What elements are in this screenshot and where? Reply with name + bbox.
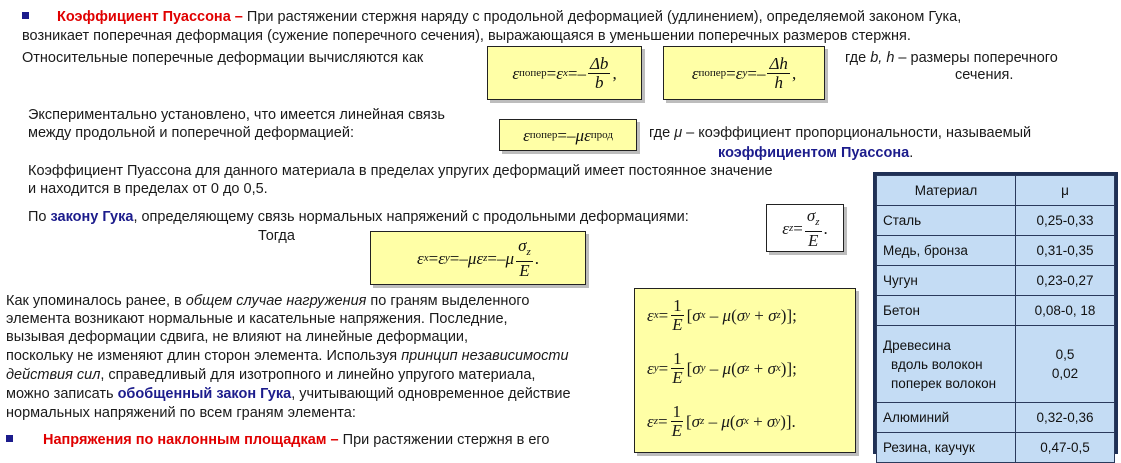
range-line-1: Коэффициент Пуассона для данного материала в пределах упругих деформаций имеет постоянное значение: [28, 163, 773, 179]
table-cell-material: Алюминий: [877, 403, 1016, 433]
table-cell-value: 0,08-0, 18: [1016, 296, 1115, 326]
formula-transverse-strain-x: ε попер = ε x = – $\frac{\Delta b}{b}$ ,: [487, 46, 642, 100]
formula-transverse-strain-y: ε попер = ε y = – $\frac{\Delta h}{h}$ ,: [663, 46, 825, 100]
bullet-square-icon: [22, 12, 29, 19]
table-cell-value: 0,32-0,36: [1016, 403, 1115, 433]
linear-line-2: между продольной и поперечной деформацией:: [28, 125, 354, 141]
poisson-note-line-1: где μ – коэффициент пропорциональности, называемый: [649, 125, 1032, 141]
formula-transverse-from-sigma: ε x = ε y = – μ ε z = – μ $\frac{\sigma_z}{E}$ .: [370, 231, 586, 285]
table-header-mu: μ: [1016, 176, 1115, 206]
table-header-material: Материал: [877, 176, 1016, 206]
hooke-eq-z: ε z = $\frac{1}{E}$ [ σ z – μ ( σ x + σ y )] .: [647, 402, 796, 440]
wood-along-value: 0,5: [1055, 347, 1075, 362]
formula-hooke-law: ε z = $\frac{\sigma_z}{E}$ .: [766, 204, 844, 252]
general-line-7: нормальных напряжений по всем граням элемента:: [6, 405, 356, 421]
poisson-heading-line: [22, 9, 961, 26]
intro-line-2: возникает поперечная деформация (сужение поперечного сечения), выражающаяся в уменьшении поперечных размеров стержня.: [22, 28, 911, 44]
wood-across-value: 0,02: [1051, 366, 1079, 381]
table-cell-material: Резина, каучук: [877, 433, 1016, 463]
linear-line-1: Экспериментально установлено, что имеется линейная связь: [28, 107, 445, 123]
table-row: [877, 266, 1115, 296]
hooke-term: закону Гука: [50, 209, 134, 225]
general-line-4: поскольку не изменяют длин сторон элемента. Используя принцип независимости: [6, 348, 569, 364]
general-line-6: можно записать обобщенный закон Гука, учитывающий одновременное действие: [6, 386, 571, 402]
then-label: Тогда: [258, 228, 295, 244]
poisson-ratio-table: [873, 172, 1118, 454]
formula-generalized-hooke: [634, 288, 856, 453]
general-line-2: элемента возникают нормальные и касательные напряжения. Последние,: [6, 311, 508, 327]
hooke-line: По закону Гука, определяющему связь нормальных напряжений с продольными деформациями:: [28, 209, 689, 225]
table-cell-value: [1016, 326, 1115, 403]
table-cell-value: 0,47-0,5: [1016, 433, 1115, 463]
table-cell-material: Сталь: [877, 206, 1016, 236]
dims-note-line-1: где b, h – размеры поперечного: [845, 50, 1058, 66]
table-row: [877, 326, 1115, 403]
table-row: [877, 296, 1115, 326]
wood-label: Древесина: [883, 337, 951, 353]
hooke-eq-y: ε y = $\frac{1}{E}$ [ σ y – μ ( σ z + σ x )] ;: [647, 349, 797, 387]
table-cell-material: [877, 326, 1016, 403]
table-cell-material: Медь, бронза: [877, 236, 1016, 266]
general-line-5: действия сил, справедливый для изотропного и линейно упругого материала,: [6, 367, 536, 383]
section-title-poisson: Коэффициент Пуассона: [57, 9, 231, 25]
section-title-inclined: Напряжения по наклонным площадкам: [43, 432, 327, 448]
hooke-eq-x: ε x = $\frac{1}{E}$ [ σ x – μ ( σ y + σ z )] ;: [647, 296, 797, 334]
table-cell-value: 0,23-0,27: [1016, 266, 1115, 296]
bullet-square-icon: [6, 435, 13, 442]
range-line-2: и находится в пределах от 0 до 0,5.: [28, 181, 268, 197]
table-cell-material: Чугун: [877, 266, 1016, 296]
poisson-note-line-2: коэффициентом Пуассона.: [718, 145, 914, 161]
wood-along-label: вдоль волокон: [891, 356, 983, 372]
table-row: [877, 206, 1115, 236]
title-dash: –: [230, 9, 247, 25]
general-line-1: Как упоминалось ранее, в общем случае нагружения по граням выделенного: [6, 293, 530, 309]
intro-line-3: Относительные поперечные деформации вычисляются как: [22, 50, 424, 66]
table-header-row: [877, 176, 1115, 206]
inclined-heading-line: Напряжения по наклонным площадкам – При растяжении стержня в его: [6, 432, 549, 449]
dims-note-line-2: сечения.: [955, 67, 1014, 83]
table-row: [877, 236, 1115, 266]
table-cell-value: 0,25-0,33: [1016, 206, 1115, 236]
formula-poisson-relation: ε попер = – μ ε прод: [499, 119, 637, 151]
general-line-3: вызывая деформации сдвига, не влияют на линейные деформации,: [6, 329, 469, 345]
inclined-text: При растяжении стержня в его: [342, 432, 550, 448]
intro-line-1: При растяжении стержня наряду с продольной деформацией (удлинением), определяемой законом Гука,: [246, 9, 962, 25]
wood-across-label: поперек волокон: [891, 375, 997, 391]
generalized-hooke-term: обобщенный закон Гука: [117, 386, 292, 402]
table-row: [877, 433, 1115, 463]
table-cell-value: 0,31-0,35: [1016, 236, 1115, 266]
poisson-term: коэффициентом Пуассона: [718, 145, 910, 161]
table-row: [877, 403, 1115, 433]
table-cell-material: Бетон: [877, 296, 1016, 326]
